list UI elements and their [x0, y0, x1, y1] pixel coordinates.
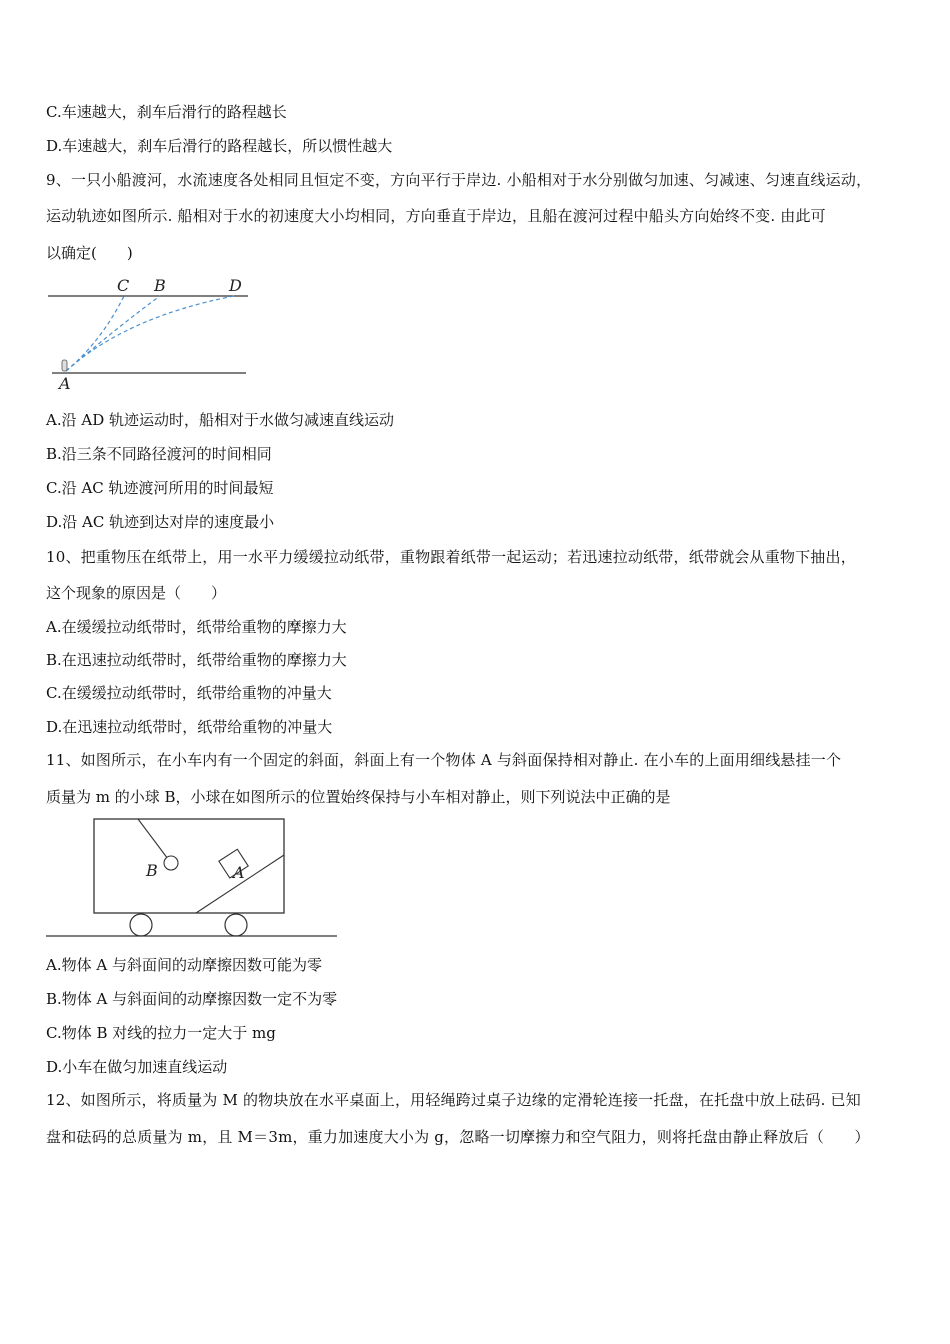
q9-stem-line2: 运动轨迹如图所示. 船相对于水的初速度大小均相同，方向垂直于岸边，且船在渡河过程中船头方向始终不变. 由此可: [46, 207, 826, 225]
q9-option-b: B.沿三条不同路径渡河的时间相同: [46, 445, 272, 463]
label-b: B: [154, 276, 166, 295]
label-a: A: [233, 863, 245, 882]
q9-stem-line1: 9、一只小船渡河，水流速度各处相同且恒定不变，方向平行于岸边. 小船相对于水分别做匀加速、匀减速、匀速直线运动，: [46, 171, 872, 189]
q11-option-a: A.物体 A 与斜面间的动摩擦因数可能为零: [46, 956, 322, 974]
q11-cart-figure: [44, 815, 344, 943]
cart-body: [94, 819, 284, 913]
label-b: B: [146, 861, 158, 880]
q10-option-a: A.在缓缓拉动纸带时，纸带给重物的摩擦力大: [46, 618, 347, 636]
q10-option-c: C.在缓缓拉动纸带时，纸带给重物的冲量大: [46, 684, 332, 702]
q10-stem-line2: 这个现象的原因是（ ）: [46, 584, 227, 602]
q11-option-c: C.物体 B 对线的拉力一定大于 mg: [46, 1024, 276, 1042]
string-line: [138, 819, 168, 859]
q10-option-d: D.在迅速拉动纸带时，纸带给重物的冲量大: [46, 718, 333, 736]
q10-option-b: B.在迅速拉动纸带时，纸带给重物的摩擦力大: [46, 651, 347, 669]
q9-option-a: A.沿 AD 轨迹运动时，船相对于水做匀减速直线运动: [46, 411, 394, 429]
label-a: A: [59, 374, 71, 392]
path-ad: [66, 296, 234, 371]
q11-stem-line1: 11、如图所示，在小车内有一个固定的斜面，斜面上有一个物体 A 与斜面保持相对静止. 在小车的上面用细线悬挂一个: [46, 751, 842, 769]
wheel-right: [225, 914, 247, 936]
ball-b: [164, 856, 178, 870]
q9-river-figure: [46, 272, 251, 392]
q11-option-b: B.物体 A 与斜面间的动摩擦因数一定不为零: [46, 990, 338, 1008]
q12-stem-line1: 12、如图所示，将质量为 M 的物块放在水平桌面上，用轻绳跨过桌子边缘的定滑轮连接一托盘，在托盘中放上砝码. 已知: [46, 1091, 861, 1109]
q9-stem-line3: 以确定( ): [46, 244, 133, 262]
q9-option-c: C.沿 AC 轨迹渡河所用的时间最短: [46, 479, 274, 497]
prev-option-d: D.车速越大，刹车后滑行的路程越长，所以惯性越大: [46, 137, 393, 155]
label-c: C: [117, 276, 130, 295]
q10-stem-line1: 10、把重物压在纸带上，用一水平力缓缓拉动纸带，重物跟着纸带一起运动；若迅速拉动纸带，纸带就会从重物下抽出，: [46, 548, 856, 566]
q11-option-d: D.小车在做匀加速直线运动: [46, 1058, 228, 1076]
path-ab: [66, 296, 160, 371]
wheel-left: [130, 914, 152, 936]
q12-stem-line2: 盘和砝码的总质量为 m，且 M＝3m，重力加速度大小为 g，忽略一切摩擦力和空气阻力，则将托盘由静止释放后（ ）: [46, 1128, 870, 1146]
boat-icon: [62, 360, 67, 371]
q9-option-d: D.沿 AC 轨迹到达对岸的速度最小: [46, 513, 275, 531]
path-ac: [66, 296, 124, 371]
label-d: D: [229, 276, 242, 295]
prev-option-c: C.车速越大，刹车后滑行的路程越长: [46, 103, 287, 121]
q11-stem-line2: 质量为 m 的小球 B，小球在如图所示的位置始终保持与小车相对静止，则下列说法中正确的是: [46, 788, 671, 806]
